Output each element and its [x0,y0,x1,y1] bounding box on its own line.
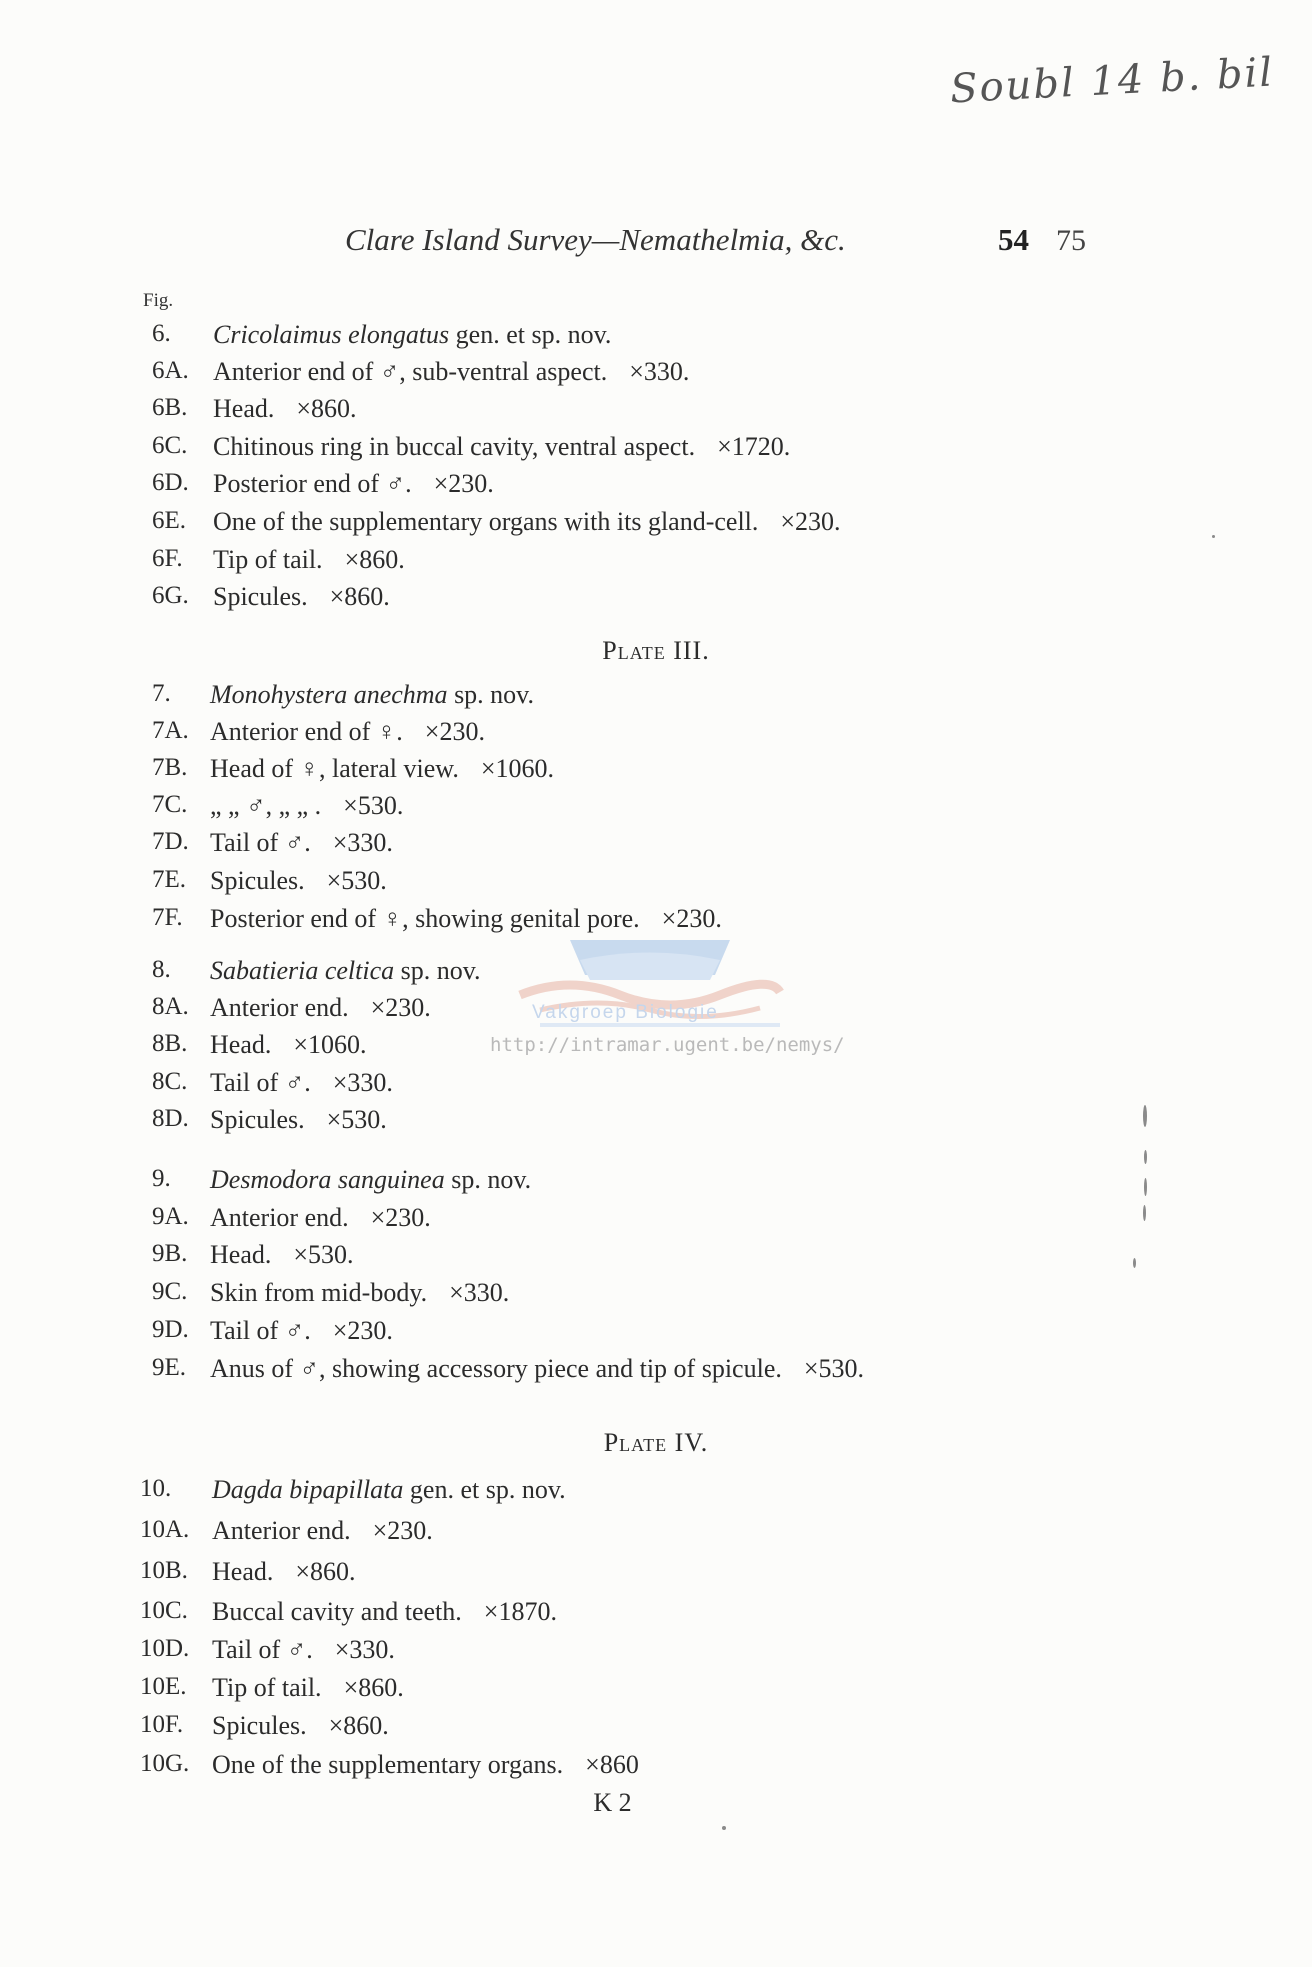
scan-mark [1133,1258,1136,1268]
figure-description [210,717,485,747]
figure-number: 7A. [152,717,189,744]
figure-description [212,1516,433,1546]
description-text: Spicules. [210,866,305,895]
figure-description [213,394,357,424]
description-text: Anterior end. [212,1516,351,1545]
description-text: Spicules. [213,582,308,611]
figure-description [212,1711,389,1741]
species-heading [213,320,611,350]
figure-description [210,791,403,821]
figure-number: 10E. [140,1673,187,1700]
figure-description [213,545,405,575]
watermark-label: Vakgroep Biologie [532,1002,719,1023]
figure-description [210,1203,431,1233]
magnification: ×860. [328,1711,389,1740]
magnification: ×230. [433,469,494,498]
magnification: ×530. [803,1354,865,1383]
description-text: Posterior end of ♀, showing genital pore. [210,904,640,933]
magnification: ×860. [344,545,405,574]
figure-number: 7. [152,680,171,707]
magnification: ×230. [780,507,841,536]
description-text: Anterior end of ♀. [210,717,403,746]
magnification: ×230. [661,904,722,933]
species-heading [210,680,534,710]
figure-number: 6C. [152,432,188,459]
figure-description [212,1597,557,1627]
figure-number: 6D. [152,469,189,496]
species-name: Dagda bipapillata [212,1475,404,1504]
magnification: ×330. [449,1278,510,1307]
figure-number: 9C. [152,1278,188,1305]
figure-description [210,1354,864,1384]
description-text: Tail of ♂. [210,1316,311,1345]
magnification: ×1720. [717,432,791,461]
figure-description [213,507,841,537]
figure-description [212,1557,356,1587]
magnification: ×330. [332,828,393,857]
figure-number: 9A. [152,1203,189,1230]
figure-number: 8B. [152,1030,188,1057]
magnification: ×230. [370,1203,431,1232]
description-text: Anus of ♂, showing accessory piece and tip of spicule. [210,1354,782,1383]
magnification: ×330. [334,1635,395,1664]
figure-number: 8C. [152,1068,188,1095]
scan-mark [1144,1150,1147,1164]
figure-number: 6. [152,320,171,347]
magnification: ×330. [332,1068,393,1097]
figure-description [213,432,790,462]
description-text: Posterior end of ♂. [213,469,412,498]
magnification: ×230. [370,993,431,1022]
species-name: Sabatieria celtica [210,956,395,985]
description-text: Spicules. [210,1105,305,1134]
figure-number: 8D. [152,1105,189,1132]
figure-number: 9E. [152,1354,187,1381]
magnification: ×230. [332,1316,393,1345]
species-name: Monohystera anechma [210,680,448,709]
description-text: Tip of tail. [213,545,323,574]
figure-description [213,357,689,387]
signature-mark: K 2 [593,1788,632,1817]
figure-description [213,582,390,612]
magnification: ×860. [329,582,390,611]
description-text: Anterior end of ♂, sub-ventral aspect. [213,357,608,386]
magnification: ×1060. [480,754,554,783]
plate-iii-heading: Plate III. [602,636,710,665]
magnification: ×860. [295,1557,356,1586]
running-head: Clare Island Survey—Nemathelmia, &c. [345,222,846,257]
description-text: Spicules. [212,1711,307,1740]
figure-description [212,1635,395,1665]
magnification: ×860. [296,394,357,423]
figure-number: 9D. [152,1316,189,1343]
figure-number: 8. [152,956,171,983]
description-text: „ „ ♂, „ „ . [210,791,322,820]
scan-mark [1143,1205,1146,1221]
figure-number: 7C. [152,791,188,818]
handwritten-page-number: 75 [1056,224,1086,257]
species-status: sp. nov. [447,680,534,709]
species-name: Desmodora sanguinea [210,1165,445,1194]
description-text: Anterior end. [210,993,349,1022]
scan-mark [1143,1105,1147,1127]
figure-number: 10F. [140,1711,184,1738]
magnification: ×530. [343,791,404,820]
figure-description [210,1068,393,1098]
magnification: ×1060. [293,1030,367,1059]
magnification: ×530. [326,1105,387,1134]
magnification: ×1870. [483,1597,557,1626]
description-text: Tail of ♂. [210,1068,311,1097]
magnification: ×530. [293,1240,354,1269]
description-text: Head. [213,394,275,423]
figure-number: 10A. [140,1516,190,1543]
figure-description [212,1673,404,1703]
description-text: Skin from mid-body. [210,1278,428,1307]
description-text: Head of ♀, lateral view. [210,754,459,783]
figure-number: 10. [140,1475,172,1502]
figure-description [210,1105,387,1135]
figure-description [210,828,393,858]
figure-number: 6E. [152,507,187,534]
species-heading [212,1475,566,1505]
scan-mark [1144,1178,1147,1196]
printed-page-number: 54 [998,222,1029,257]
figure-number: 10D. [140,1635,190,1662]
figure-number: 10G. [140,1750,190,1777]
figure-description [210,993,431,1023]
magnification: ×330. [629,357,690,386]
description-text: One of the supplementary organs with its gland-cell. [213,507,759,536]
species-heading [210,1165,531,1195]
figure-description [210,1240,354,1270]
magnification: ×530. [326,866,387,895]
description-text: Head. [212,1557,274,1586]
figure-description [210,1030,367,1060]
figure-description [210,754,554,784]
description-text: Chitinous ring in buccal cavity, ventral aspect. [213,432,696,461]
description-text: One of the supplementary organs. [212,1750,564,1779]
figure-number: 9. [152,1165,171,1192]
magnification: ×230. [424,717,485,746]
description-text: Anterior end. [210,1203,349,1232]
magnification: ×230. [372,1516,433,1545]
species-status: gen. et sp. nov. [449,320,612,349]
figure-number: 6B. [152,394,188,421]
description-text: Head. [210,1240,272,1269]
figure-description [210,866,387,896]
figure-description [213,469,494,499]
species-heading [210,956,481,986]
scan-mark [1212,535,1215,538]
figure-number: 7E. [152,866,187,893]
description-text: Tail of ♂. [212,1635,313,1664]
magnification: ×860 [585,1750,639,1779]
description-text: Tip of tail. [212,1673,322,1702]
description-text: Buccal cavity and teeth. [212,1597,462,1626]
figure-description [210,1278,509,1308]
figure-number: 7F. [152,904,183,931]
figure-description [212,1750,639,1780]
figure-number: 7B. [152,754,188,781]
figure-number: 10C. [140,1597,188,1624]
handwritten-shelfmark: Soubl 14 b. bil [949,49,1276,113]
figure-number: 6A. [152,357,189,384]
description-text: Head. [210,1030,272,1059]
species-status: sp. nov. [394,956,481,985]
figure-description [210,1316,393,1346]
fig-column-label: Fig. [143,290,174,311]
figure-number: 9B. [152,1240,188,1267]
figure-number: 10B. [140,1557,188,1584]
species-name: Cricolaimus elongatus [213,320,450,349]
figure-number: 6G. [152,582,189,609]
figure-number: 7D. [152,828,189,855]
scan-mark [722,1826,726,1830]
species-status: sp. nov. [444,1165,532,1194]
plate-iv-heading: Plate IV. [603,1428,709,1457]
watermark-ship-deck [580,953,720,981]
figure-number: 8A. [152,993,189,1020]
species-status: gen. et sp. nov. [403,1475,566,1504]
magnification: ×860. [343,1673,404,1702]
watermark-url: http://intramar.ugent.be/nemys/ [490,1034,845,1056]
description-text: Tail of ♂. [210,828,311,857]
figure-number: 6F. [152,545,183,572]
